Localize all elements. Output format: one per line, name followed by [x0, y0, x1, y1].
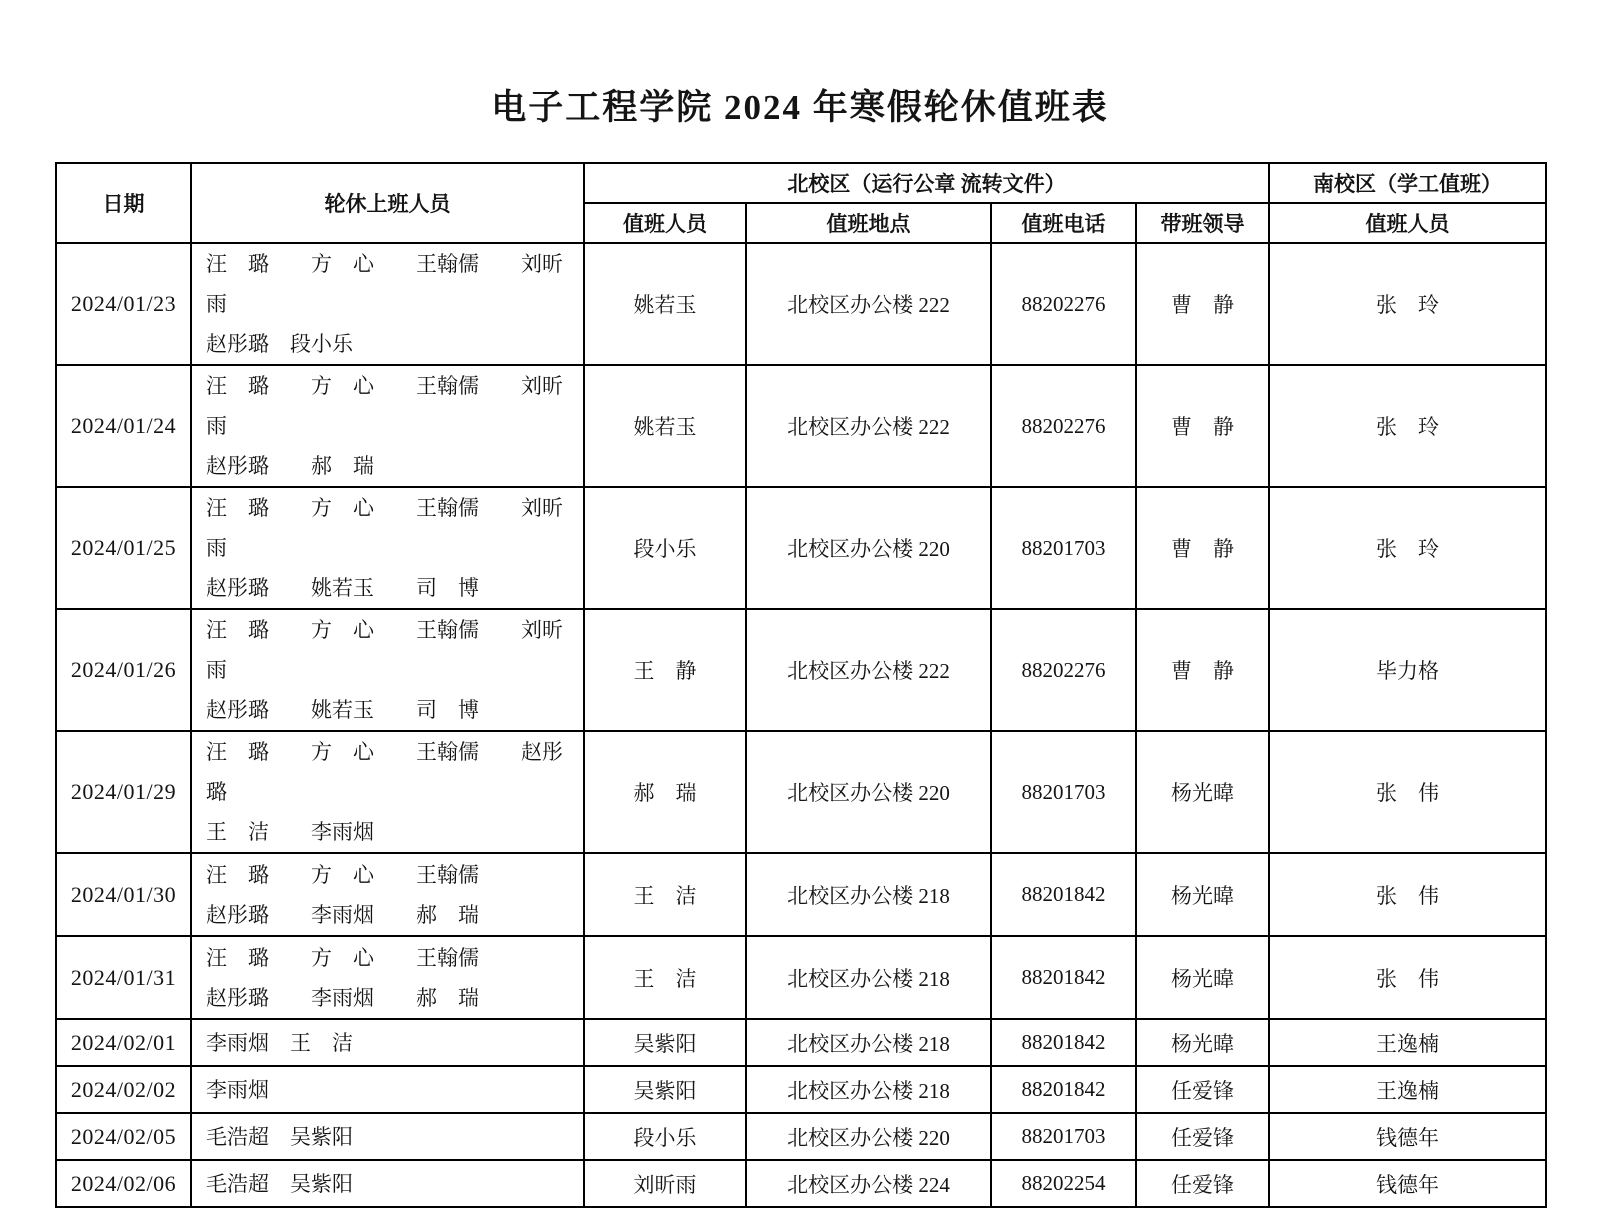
date-cell: 2024/02/02: [56, 1066, 191, 1113]
rest-staff-cell: [191, 243, 584, 365]
duty-phone-cell: 88201703: [991, 487, 1136, 609]
duty-phone-cell: 88201842: [991, 1066, 1136, 1113]
date-cell: 2024/01/30: [56, 853, 191, 936]
header-rotation-staff: 轮休上班人员: [191, 163, 584, 243]
rest-line: 汪 璐 方 心 王翰儒: [206, 862, 479, 887]
header-date: 日期: [56, 163, 191, 243]
leader-cell: 杨光暐: [1136, 1019, 1269, 1066]
date-cell: 2024/02/05: [56, 1113, 191, 1160]
south-duty-cell: 王逸楠: [1269, 1066, 1546, 1113]
duty-phone-cell: 88202276: [991, 365, 1136, 487]
duty-place-cell: 北校区办公楼 218: [746, 853, 991, 936]
duty-phone-cell: 88201703: [991, 731, 1136, 853]
rest-line: 赵彤璐 李雨烟 郝 瑞: [206, 902, 479, 927]
duty-person-cell: 王 洁: [584, 936, 746, 1019]
south-duty-cell: 钱德年: [1269, 1113, 1546, 1160]
table-row: [56, 936, 1546, 1019]
table-row: [56, 1160, 1546, 1207]
table-row: [56, 365, 1546, 487]
rest-line: 赵彤璐 李雨烟 郝 瑞: [206, 985, 479, 1010]
rest-line: 汪 璐 方 心 王翰儒 刘昕雨: [206, 618, 563, 682]
duty-place-cell: 北校区办公楼 220: [746, 731, 991, 853]
table-row: [56, 487, 1546, 609]
duty-phone-cell: 88201703: [991, 1113, 1136, 1160]
south-duty-cell: 张 玲: [1269, 365, 1546, 487]
duty-person-cell: 段小乐: [584, 487, 746, 609]
header-south-campus: 南校区（学工值班）: [1269, 163, 1546, 203]
header-duty-phone: 值班电话: [991, 203, 1136, 243]
duty-place-cell: 北校区办公楼 220: [746, 487, 991, 609]
table-row: [56, 1066, 1546, 1113]
date-cell: 2024/02/06: [56, 1160, 191, 1207]
rest-staff-cell: [191, 731, 584, 853]
date-cell: 2024/01/23: [56, 243, 191, 365]
rest-staff-cell: [191, 936, 584, 1019]
rest-line: 赵彤璐 姚若玉 司 博: [206, 698, 479, 722]
duty-place-cell: 北校区办公楼 218: [746, 936, 991, 1019]
duty-person-cell: 吴紫阳: [584, 1066, 746, 1113]
rest-line: 汪 璐 方 心 王翰儒 刘昕雨: [206, 374, 563, 438]
rest-line: 李雨烟: [206, 1077, 269, 1102]
leader-cell: 曹 静: [1136, 365, 1269, 487]
rest-line: 汪 璐 方 心 王翰儒 刘昕雨: [206, 252, 563, 316]
rest-staff-cell: [191, 365, 584, 487]
rest-line: 赵彤璐 姚若玉 司 博: [206, 576, 479, 600]
rest-line: 毛浩超 吴紫阳: [206, 1124, 353, 1149]
rest-staff-cell: [191, 487, 584, 609]
table-row: [56, 609, 1546, 731]
rest-line: 赵彤璐 段小乐: [206, 332, 353, 356]
header-north-campus: 北校区（运行公章 流转文件）: [584, 163, 1269, 203]
table-row: [56, 1113, 1546, 1160]
table-row: [56, 243, 1546, 365]
rest-line: 汪 璐 方 心 王翰儒 赵彤璐: [206, 740, 563, 804]
rest-staff-cell: [191, 853, 584, 936]
south-duty-cell: 张 伟: [1269, 853, 1546, 936]
duty-phone-cell: 88201842: [991, 936, 1136, 1019]
duty-place-cell: 北校区办公楼 222: [746, 609, 991, 731]
header-leader: 带班领导: [1136, 203, 1269, 243]
duty-phone-cell: 88201842: [991, 853, 1136, 936]
duty-person-cell: 段小乐: [584, 1113, 746, 1160]
header-south-duty-person: 值班人员: [1269, 203, 1546, 243]
rest-line: 李雨烟 王 洁: [206, 1030, 353, 1055]
date-cell: 2024/01/29: [56, 731, 191, 853]
duty-person-cell: 王 洁: [584, 853, 746, 936]
rest-line: 汪 璐 方 心 王翰儒: [206, 945, 479, 970]
south-duty-cell: 张 伟: [1269, 936, 1546, 1019]
table-row: [56, 853, 1546, 936]
duty-phone-cell: 88202276: [991, 243, 1136, 365]
duty-place-cell: 北校区办公楼 222: [746, 243, 991, 365]
duty-person-cell: 姚若玉: [584, 365, 746, 487]
rest-line: 汪 璐 方 心 王翰儒 刘昕雨: [206, 496, 563, 560]
date-cell: 2024/02/01: [56, 1019, 191, 1066]
rest-staff-cell: [191, 1019, 584, 1066]
rest-staff-cell: [191, 609, 584, 731]
south-duty-cell: 毕力格: [1269, 609, 1546, 731]
leader-cell: 任爱锋: [1136, 1066, 1269, 1113]
date-cell: 2024/01/25: [56, 487, 191, 609]
duty-place-cell: 北校区办公楼 222: [746, 365, 991, 487]
leader-cell: 曹 静: [1136, 609, 1269, 731]
duty-phone-cell: 88202276: [991, 609, 1136, 731]
south-duty-cell: 钱德年: [1269, 1160, 1546, 1207]
date-cell: 2024/01/26: [56, 609, 191, 731]
south-duty-cell: 张 玲: [1269, 487, 1546, 609]
leader-cell: 任爱锋: [1136, 1113, 1269, 1160]
duty-place-cell: 北校区办公楼 224: [746, 1160, 991, 1207]
duty-person-cell: 王 静: [584, 609, 746, 731]
duty-phone-cell: 88202254: [991, 1160, 1136, 1207]
leader-cell: 任爱锋: [1136, 1160, 1269, 1207]
duty-place-cell: 北校区办公楼 218: [746, 1066, 991, 1113]
leader-cell: 曹 静: [1136, 487, 1269, 609]
rest-line: 赵彤璐 郝 瑞: [206, 454, 374, 478]
south-duty-cell: 王逸楠: [1269, 1019, 1546, 1066]
rest-staff-cell: [191, 1066, 584, 1113]
rest-line: 毛浩超 吴紫阳: [206, 1171, 353, 1196]
header-duty-person: 值班人员: [584, 203, 746, 243]
south-duty-cell: 张 伟: [1269, 731, 1546, 853]
duty-place-cell: 北校区办公楼 218: [746, 1019, 991, 1066]
date-cell: 2024/01/24: [56, 365, 191, 487]
rest-line: 王 洁 李雨烟: [206, 820, 374, 844]
duty-person-cell: 刘昕雨: [584, 1160, 746, 1207]
leader-cell: 杨光暐: [1136, 731, 1269, 853]
table-row: [56, 731, 1546, 853]
duty-phone-cell: 88201842: [991, 1019, 1136, 1066]
duty-place-cell: 北校区办公楼 220: [746, 1113, 991, 1160]
date-cell: 2024/01/31: [56, 936, 191, 1019]
leader-cell: 杨光暐: [1136, 853, 1269, 936]
table-row: [56, 1019, 1546, 1066]
header-row-1: [56, 163, 1546, 203]
rest-staff-cell: [191, 1113, 584, 1160]
duty-person-cell: 郝 瑞: [584, 731, 746, 853]
south-duty-cell: 张 玲: [1269, 243, 1546, 365]
duty-roster-table: [55, 162, 1547, 1208]
duty-person-cell: 姚若玉: [584, 243, 746, 365]
header-duty-place: 值班地点: [746, 203, 991, 243]
rest-staff-cell: [191, 1160, 584, 1207]
duty-person-cell: 吴紫阳: [584, 1019, 746, 1066]
leader-cell: 曹 静: [1136, 243, 1269, 365]
page-title: 电子工程学院 2024 年寒假轮休值班表: [491, 88, 1109, 127]
leader-cell: 杨光暐: [1136, 936, 1269, 1019]
